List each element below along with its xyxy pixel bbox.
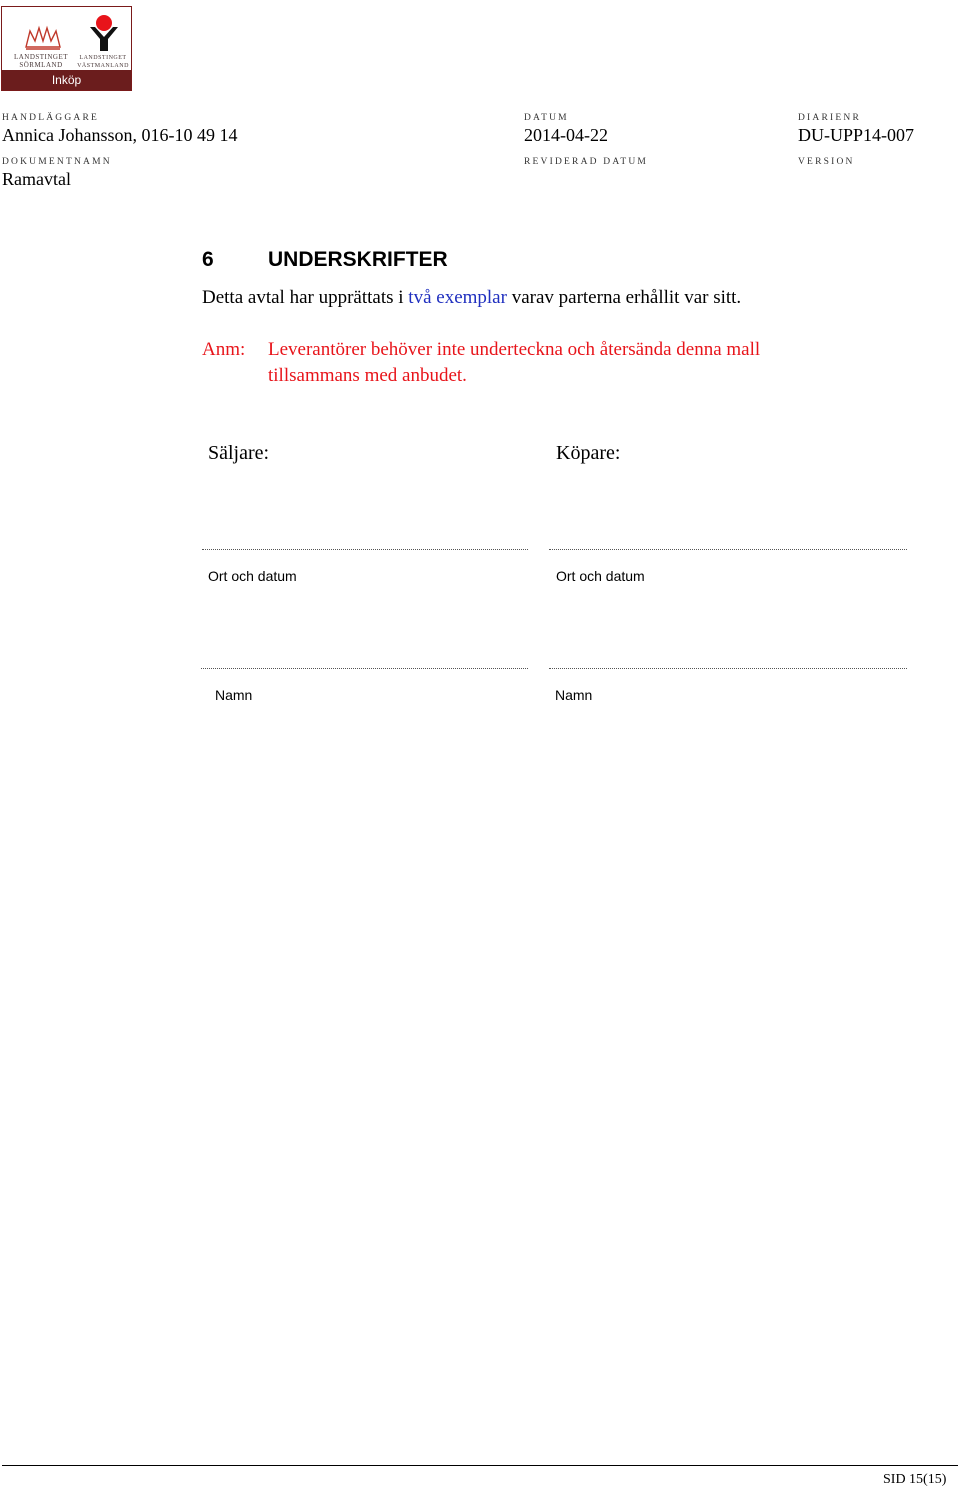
seller-name-line[interactable]	[201, 668, 528, 669]
paragraph-text-end: varav parterna erhållit var sitt.	[506, 287, 742, 308]
buyer-place-date-line[interactable]	[549, 549, 907, 550]
logo-org1-line1: LANDSTINGET	[13, 53, 69, 61]
note-line-2: tillsammans med anbudet.	[268, 365, 467, 386]
note-label: Anm:	[202, 339, 246, 360]
buyer-place-date-label: Ort och datum	[556, 568, 645, 584]
section-number: 6	[202, 248, 214, 271]
dokumentnamn-label: DOKUMENTNAMN	[2, 157, 112, 167]
logo-band: Inköp	[2, 70, 131, 90]
buyer-name-label: Namn	[555, 687, 593, 703]
seller-label: Säljare:	[208, 442, 270, 464]
buyer-label: Köpare:	[556, 442, 621, 464]
reviderad-datum-label: REVIDERAD DATUM	[524, 157, 649, 167]
diarienr-label: DIARIENR	[798, 113, 861, 123]
section-title: UNDERSKRIFTER	[268, 248, 448, 271]
paragraph-highlight: två exemplar	[408, 287, 507, 308]
handlaggare-label: HANDLÄGGARE	[2, 113, 100, 123]
datum-value: 2014-04-22	[524, 125, 608, 145]
logo-org2	[74, 54, 132, 70]
seller-place-date-line[interactable]	[202, 549, 528, 550]
dokumentnamn-value: Ramavtal	[2, 169, 71, 189]
datum-label: DATUM	[524, 113, 569, 123]
buyer-name-line[interactable]	[549, 668, 907, 669]
paragraph-text-start: Detta avtal har upprättats i	[202, 287, 409, 308]
seller-place-date-label: Ort och datum	[208, 568, 297, 584]
logo-org1	[8, 53, 74, 69]
crown-icon	[24, 25, 62, 51]
logo-org2-line2: VÄSTMANLAND	[77, 63, 129, 69]
footer-divider	[2, 1465, 958, 1466]
page-number: SID 15(15)	[883, 1472, 947, 1487]
logo-org1-line2: SÖRMLAND	[19, 61, 63, 69]
seller-name-label: Namn	[215, 687, 253, 703]
version-label: VERSION	[798, 157, 855, 167]
person-symbol-icon	[86, 13, 122, 53]
note-line-1: Leverantörer behöver inte underteckna och återsända denna mall	[268, 339, 761, 360]
diarienr-value: DU-UPP14-007	[798, 125, 915, 145]
organization-logo	[1, 6, 132, 91]
handlaggare-value: Annica Johansson, 016-10 49 14	[2, 125, 238, 145]
agreement-paragraph	[202, 287, 741, 309]
logo-org2-line1: LANDSTINGET	[79, 55, 127, 61]
